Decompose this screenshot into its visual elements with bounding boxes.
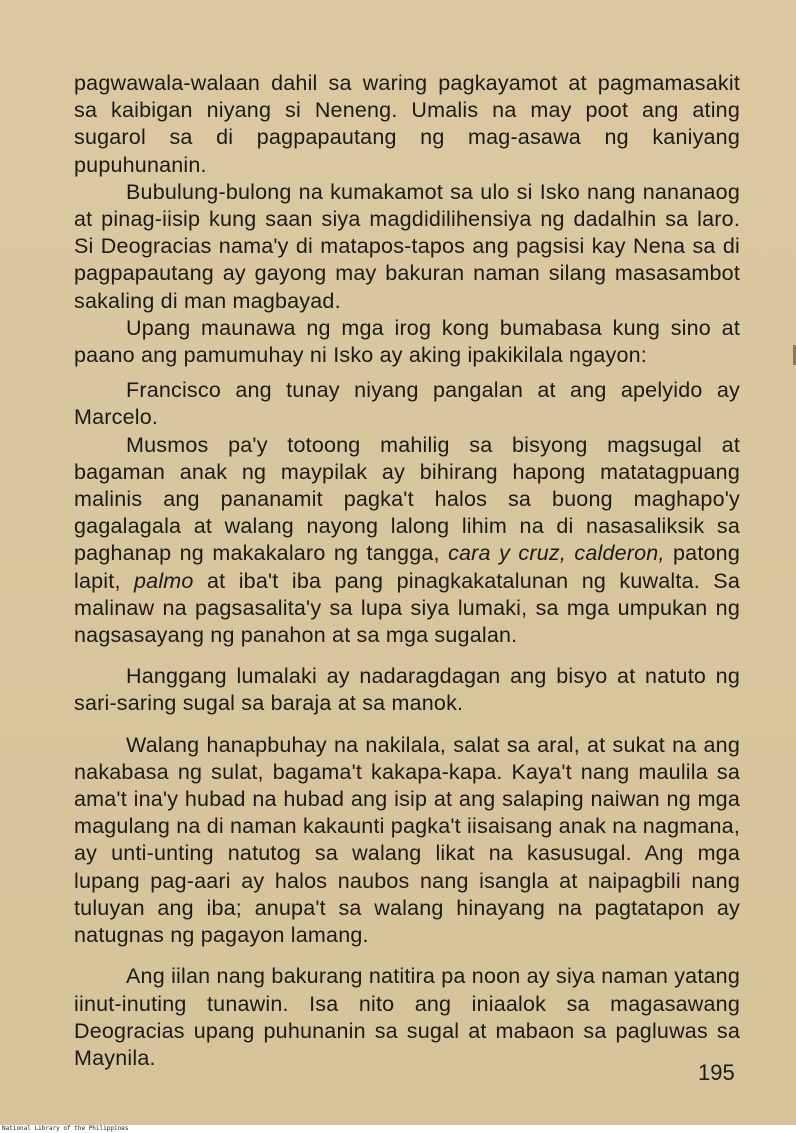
page-number: 195 xyxy=(698,1060,735,1085)
text-run: at iba't iba pang pinagkakatalunan ng kuwalta. Sa malinaw na pagsasalita'y sa lupa siya lumaki, sa mga umpukan ng nagsasayang ng panahon at sa mga sugalan. xyxy=(74,568,740,648)
paragraph xyxy=(74,963,740,1072)
italic-term: cara y cruz, calderon, xyxy=(448,541,665,566)
text-run: Hanggang lumalaki ay nadaragdagan ang bisyo at natuto ng sari-saring sugal sa baraja at sa manok. xyxy=(74,664,740,716)
paragraph xyxy=(74,179,740,315)
text-run: pagwawala-walaan dahil sa waring pagkayamot at pagmamasakit sa kaibigan niyang si Neneng. Umalis na may poot ang ating sugarol sa di pagpapautang ng mag-asawa ng kaniyang pupuhunanin. xyxy=(74,71,740,177)
paragraph xyxy=(74,432,740,650)
paragraph xyxy=(74,377,740,431)
text-run: Walang hanapbuhay na nakilala, salat sa aral, at sukat na ang nakabasa ng sulat, bagama't kakapa-kapa. Kaya't nang maulila sa ama't ina'y hubad na hubad ang isip at ang salaping naiwan ng mga magulang na di naman kakaunti pagka't iisaisang anak na nagmana, ay unti-unting natutog sa walang likat na kasusugal. Ang mga lupang pag-aari ay halos naubos nang isangla at naipagbili nang tuluyan ang iba; anupa't sa walang hinayang na pagtatapon ay natugnas ng pagayon lamang. xyxy=(74,732,740,948)
paragraph xyxy=(74,732,740,950)
paragraph xyxy=(74,315,740,369)
text-run: Francisco ang tunay niyang pangalan at ang apelyido ay Marcelo. xyxy=(74,378,740,430)
paragraph xyxy=(74,70,740,179)
text-run: Bubulung-bulong na kumakamot sa ulo si Isko nang nananaog at pinag-iisip kung saan siya magdidilihensiya ng dadalhin sa laro. Si Deogracias nama'y di matapos-tapos ang pagsisi kay Nena sa di pagpapautang ay gayong may bakuran naman silang masasambot sakaling di man magbayad. xyxy=(74,179,740,313)
text-run: Musmos pa'y totoong mahilig sa bisyong magsugal at bagaman anak ng maypilak ay bihirang hapong matatagpuang malinis ang pananamit pagka't halos sa buong maghapo'y gagalagala at walang nayong lalong lihim na di nasasaliksik sa paghanap ng makakalaro ng tangga, xyxy=(74,432,740,566)
italic-term: palmo xyxy=(134,568,194,593)
paragraph xyxy=(74,663,740,717)
text-run: Ang iilan nang bakurang natitira pa noon ay siya naman yatang iinut-inuting tunawin. Isa nito ang iniaalok sa magasawang Deogracias upang puhunanin sa sugal at mabaon sa pagluwas sa Maynila. xyxy=(74,964,740,1070)
footer-credit: National Library of the Philippines xyxy=(0,1125,796,1133)
text-run: Upang maunawa ng mga irog kong bumabasa kung sino at paano ang pamumuhay ni Isko ay aking ipakikilala ngayon: xyxy=(74,315,740,368)
text-run: patong lapit, xyxy=(74,541,740,593)
body-text xyxy=(74,70,740,1072)
